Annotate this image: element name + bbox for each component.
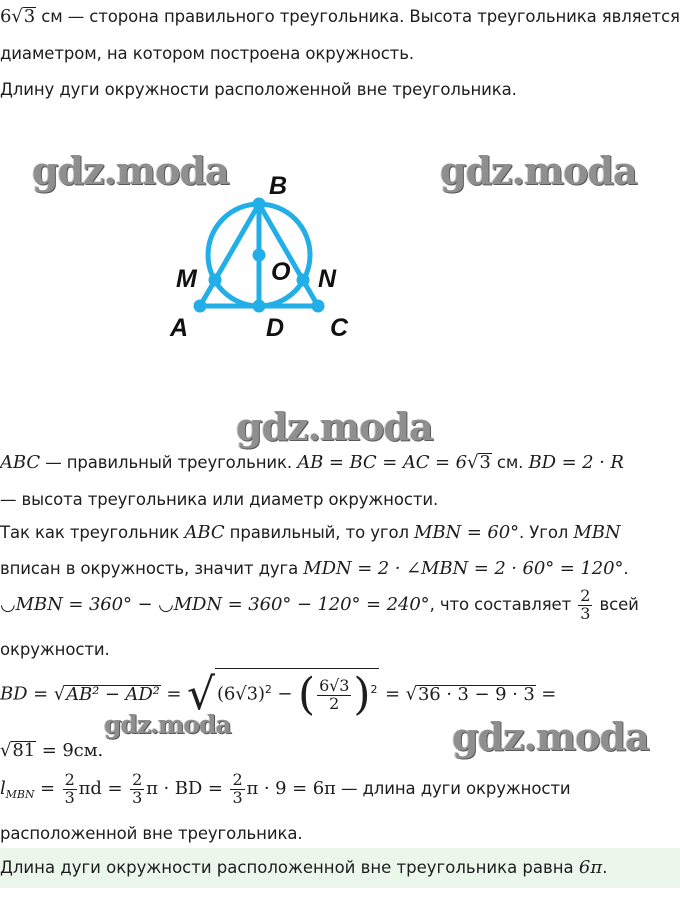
math: MDN = 2 · ∠MBN = 2 · 60° = 120°	[303, 558, 624, 579]
text: . Угол	[519, 523, 574, 542]
math: πd =	[78, 777, 129, 799]
math: −	[271, 683, 299, 705]
label-a: A	[170, 314, 189, 342]
math: 6π	[578, 857, 603, 878]
solution-line-10: расположенной вне треугольника.	[0, 824, 303, 843]
math: BD = 2 · R	[528, 452, 624, 473]
fraction	[578, 588, 592, 623]
denominator: 3	[132, 787, 143, 807]
subscript: MBN	[5, 788, 35, 802]
numerator: 2	[132, 770, 143, 789]
point-d	[253, 300, 266, 313]
text: .	[623, 559, 629, 578]
text: вписан в окружность, значит дуга	[0, 559, 304, 578]
text: правильный, то угол	[224, 523, 415, 542]
problem-line-1	[0, 6, 680, 27]
text: — правильный треугольник.	[40, 453, 298, 472]
radicand: 36 · 3 − 9 · 3	[417, 683, 535, 705]
math: =	[379, 683, 406, 705]
radicand: 3	[479, 452, 491, 473]
solution-line-7	[0, 668, 557, 720]
text: всей	[594, 594, 639, 614]
numerator: 2	[232, 770, 243, 789]
point-b	[253, 198, 266, 211]
watermark: gdz.moda	[104, 710, 231, 739]
label-n: N	[318, 265, 337, 293]
paren-close: )	[353, 669, 371, 720]
text: , что составляет	[429, 594, 577, 614]
solution-line-4	[0, 558, 629, 579]
denominator: 2	[329, 693, 340, 713]
math: π · 9 = 6π	[246, 777, 336, 799]
fraction	[230, 772, 244, 807]
problem-line-2: диаметром, на котором построена окружность.	[0, 44, 414, 63]
watermark: gdz.moda	[236, 404, 433, 449]
geometry-figure	[160, 160, 360, 350]
math: ABC	[0, 452, 41, 473]
sqrt-sign: √	[466, 452, 479, 473]
big-sqrt: √	[187, 669, 215, 720]
watermark: gdz.moda	[440, 148, 637, 193]
label-b: B	[269, 172, 288, 200]
text: Длина дуги окружности расположенной вне треугольника равна	[0, 858, 579, 877]
fraction	[130, 772, 144, 807]
radicand: 3	[23, 6, 36, 27]
text: см.	[491, 453, 529, 472]
exponent: 2	[370, 683, 378, 696]
solution-line-9	[0, 772, 570, 807]
point-c	[312, 300, 325, 313]
answer-text	[0, 857, 607, 878]
radicand: AB² − AD²	[66, 683, 160, 705]
solution-line-6: окружности.	[0, 640, 110, 659]
point-o	[253, 249, 266, 262]
text: — длина дуги окружности	[335, 778, 571, 798]
watermark: gdz.moda	[32, 148, 229, 193]
math: MBN	[573, 522, 621, 543]
math: l	[0, 777, 6, 799]
solution-line-5	[0, 588, 639, 623]
big-radicand	[215, 668, 379, 720]
fraction	[317, 675, 351, 713]
sqrt-sign: √	[11, 6, 23, 27]
denominator: 3	[580, 603, 591, 623]
numerator: 2	[64, 770, 75, 789]
math: =	[160, 683, 188, 705]
numerator: 2	[580, 586, 591, 605]
coef: 6	[0, 6, 12, 27]
label-c: C	[330, 314, 349, 342]
math: BD =	[0, 683, 54, 705]
solution-line-8	[0, 740, 103, 761]
answer-box	[0, 848, 680, 888]
point-n	[297, 274, 310, 287]
math: π · BD =	[146, 777, 229, 799]
label-m: M	[176, 265, 197, 293]
sqrt-sign: √	[53, 683, 66, 705]
text: Так как треугольник	[0, 523, 185, 542]
solution-line-2: — высота треугольника или диаметр окружности.	[0, 490, 439, 509]
paren-open: (	[298, 669, 316, 720]
problem-text-1: см — сторона правильного треугольника. Высота треугольника является	[36, 7, 680, 26]
point-a	[194, 300, 207, 313]
solution-line-1	[0, 452, 624, 473]
watermark: gdz.moda	[452, 714, 649, 759]
sqrt-sign: √	[0, 740, 12, 761]
math: =	[535, 683, 557, 705]
problem-line-3: Длину дуги окружности расположенной вне треугольника.	[0, 80, 517, 99]
label-d: D	[266, 314, 285, 342]
fraction	[63, 772, 77, 807]
math: AB = BC = AC = 6	[297, 452, 467, 473]
radicand: 81	[12, 740, 36, 761]
sqrt-sign: √	[405, 683, 417, 705]
label-o: O	[271, 258, 291, 286]
math: ABC	[184, 522, 225, 543]
text: .	[602, 858, 608, 877]
math: (6√3)	[216, 683, 265, 705]
point-m	[209, 274, 222, 287]
denominator: 3	[232, 787, 243, 807]
denominator: 3	[64, 787, 75, 807]
math: =	[34, 777, 61, 799]
math: ◡MBN = 360° − ◡MDN = 360° − 120° = 240°	[0, 593, 430, 615]
math: = 9см.	[36, 740, 104, 761]
math: MBN = 60°	[414, 522, 519, 543]
numerator: 6√3	[319, 675, 350, 695]
solution-line-3	[0, 522, 621, 543]
exponent: 2	[264, 683, 272, 696]
